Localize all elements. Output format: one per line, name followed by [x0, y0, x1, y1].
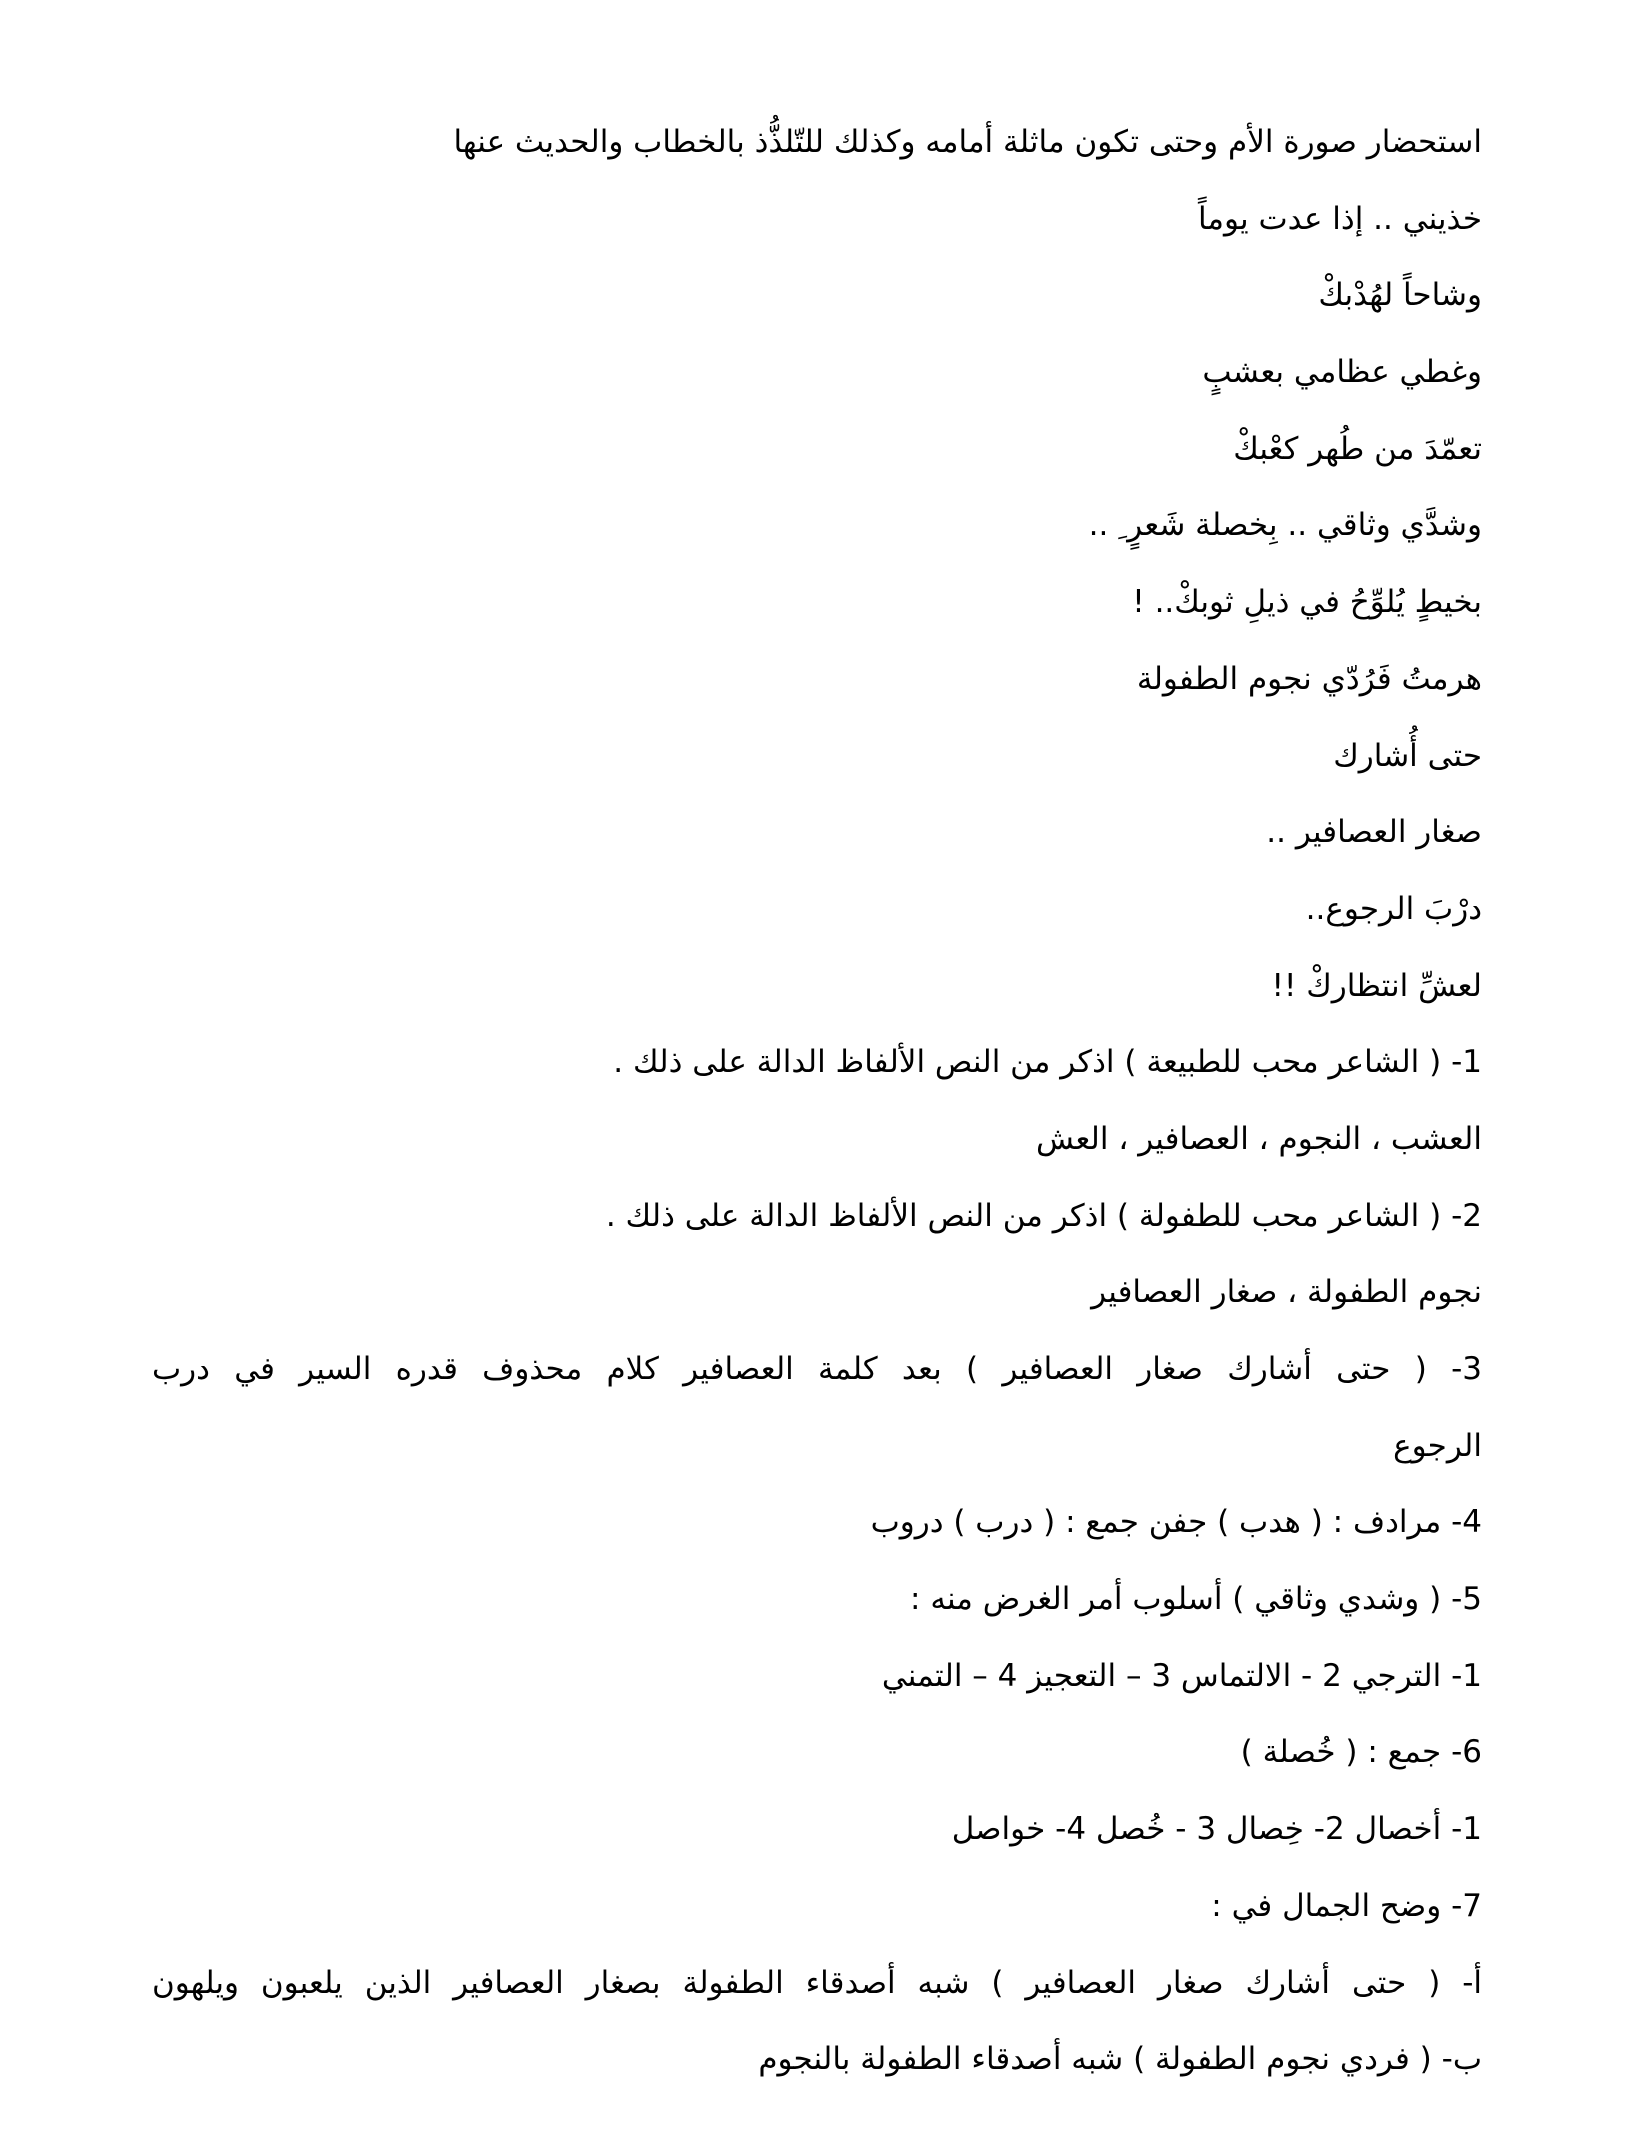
question-line: 7- وضح الجمال في :	[1211, 1887, 1482, 1924]
options-line: 1- أخصال 2- خِصال 3 - خُصل 4- خواصل	[951, 1811, 1482, 1848]
poem-line: صغار العصافير ..	[1266, 814, 1482, 851]
question-line: 4- مرادف : ( هدب ) جفن جمع : ( درب ) دروب	[870, 1504, 1482, 1541]
question-line: 6- جمع : ( خُصلة )	[1240, 1734, 1482, 1771]
poem-line: درْبَ الرجوع..	[1305, 890, 1482, 927]
poem-line: لعشِّ انتظاركْ !!	[1271, 967, 1482, 1004]
question-line: 3- ( حتى أشارك صغار العصافير ) بعد كلمة العصافير كلام محذوف قدره السير في درب	[152, 1351, 1482, 1387]
poem-line: وغطي عظامي بعشبٍ	[1202, 354, 1482, 391]
answer-line: العشب ، النجوم ، العصافير ، العش	[1035, 1120, 1482, 1157]
poem-line: وشاحاً لهُدْبكْ	[1318, 277, 1482, 314]
poem-line: هرمتُ فَرُدّي نجوم الطفولة	[1136, 660, 1482, 697]
intro-line: استحضار صورة الأم وحتى تكون ماثلة أمامه وكذلك للتّلذُّذ بالخطاب والحديث عنها	[453, 124, 1482, 160]
options-line: 1- الترجي 2 - الالتماس 3 – التعجيز 4 – التمني	[881, 1657, 1482, 1694]
question-line: 5- ( وشدي وثاقي ) أسلوب أمر الغرض منه :	[910, 1581, 1482, 1618]
answer-line: أ- ( حتى أشارك صغار العصافير ) شبه أصدقاء الطفولة بصغار العصافير الذين يلعبون ويلهون	[152, 1964, 1482, 2001]
document-body	[152, 112, 1482, 2106]
answer-line: نجوم الطفولة ، صغار العصافير	[1091, 1274, 1482, 1311]
poem-line: بخيطٍ يُلوِّحُ في ذيلِ ثوبكْ.. !	[1132, 584, 1482, 621]
poem-line: تعمّدَ من طُهر كعْبكْ	[1233, 430, 1482, 467]
question-line: 1- ( الشاعر محب للطبيعة ) اذكر من النص الألفاظ الدالة على ذلك .	[613, 1044, 1482, 1081]
poem-line: خذيني .. إذا عدت يوماً	[1197, 200, 1482, 237]
question-continuation-line: الرجوع	[1393, 1427, 1482, 1464]
question-line: 2- ( الشاعر محب للطفولة ) اذكر من النص الألفاظ الدالة على ذلك .	[605, 1197, 1482, 1234]
answer-line: ب- ( فردي نجوم الطفولة ) شبه أصدقاء الطفولة بالنجوم	[758, 2041, 1482, 2078]
poem-line: حتى أُشارك	[1333, 737, 1482, 774]
poem-line: وشدَّي وثاقي .. بِخصلة شَعرٍ ِ ..	[1088, 507, 1482, 544]
